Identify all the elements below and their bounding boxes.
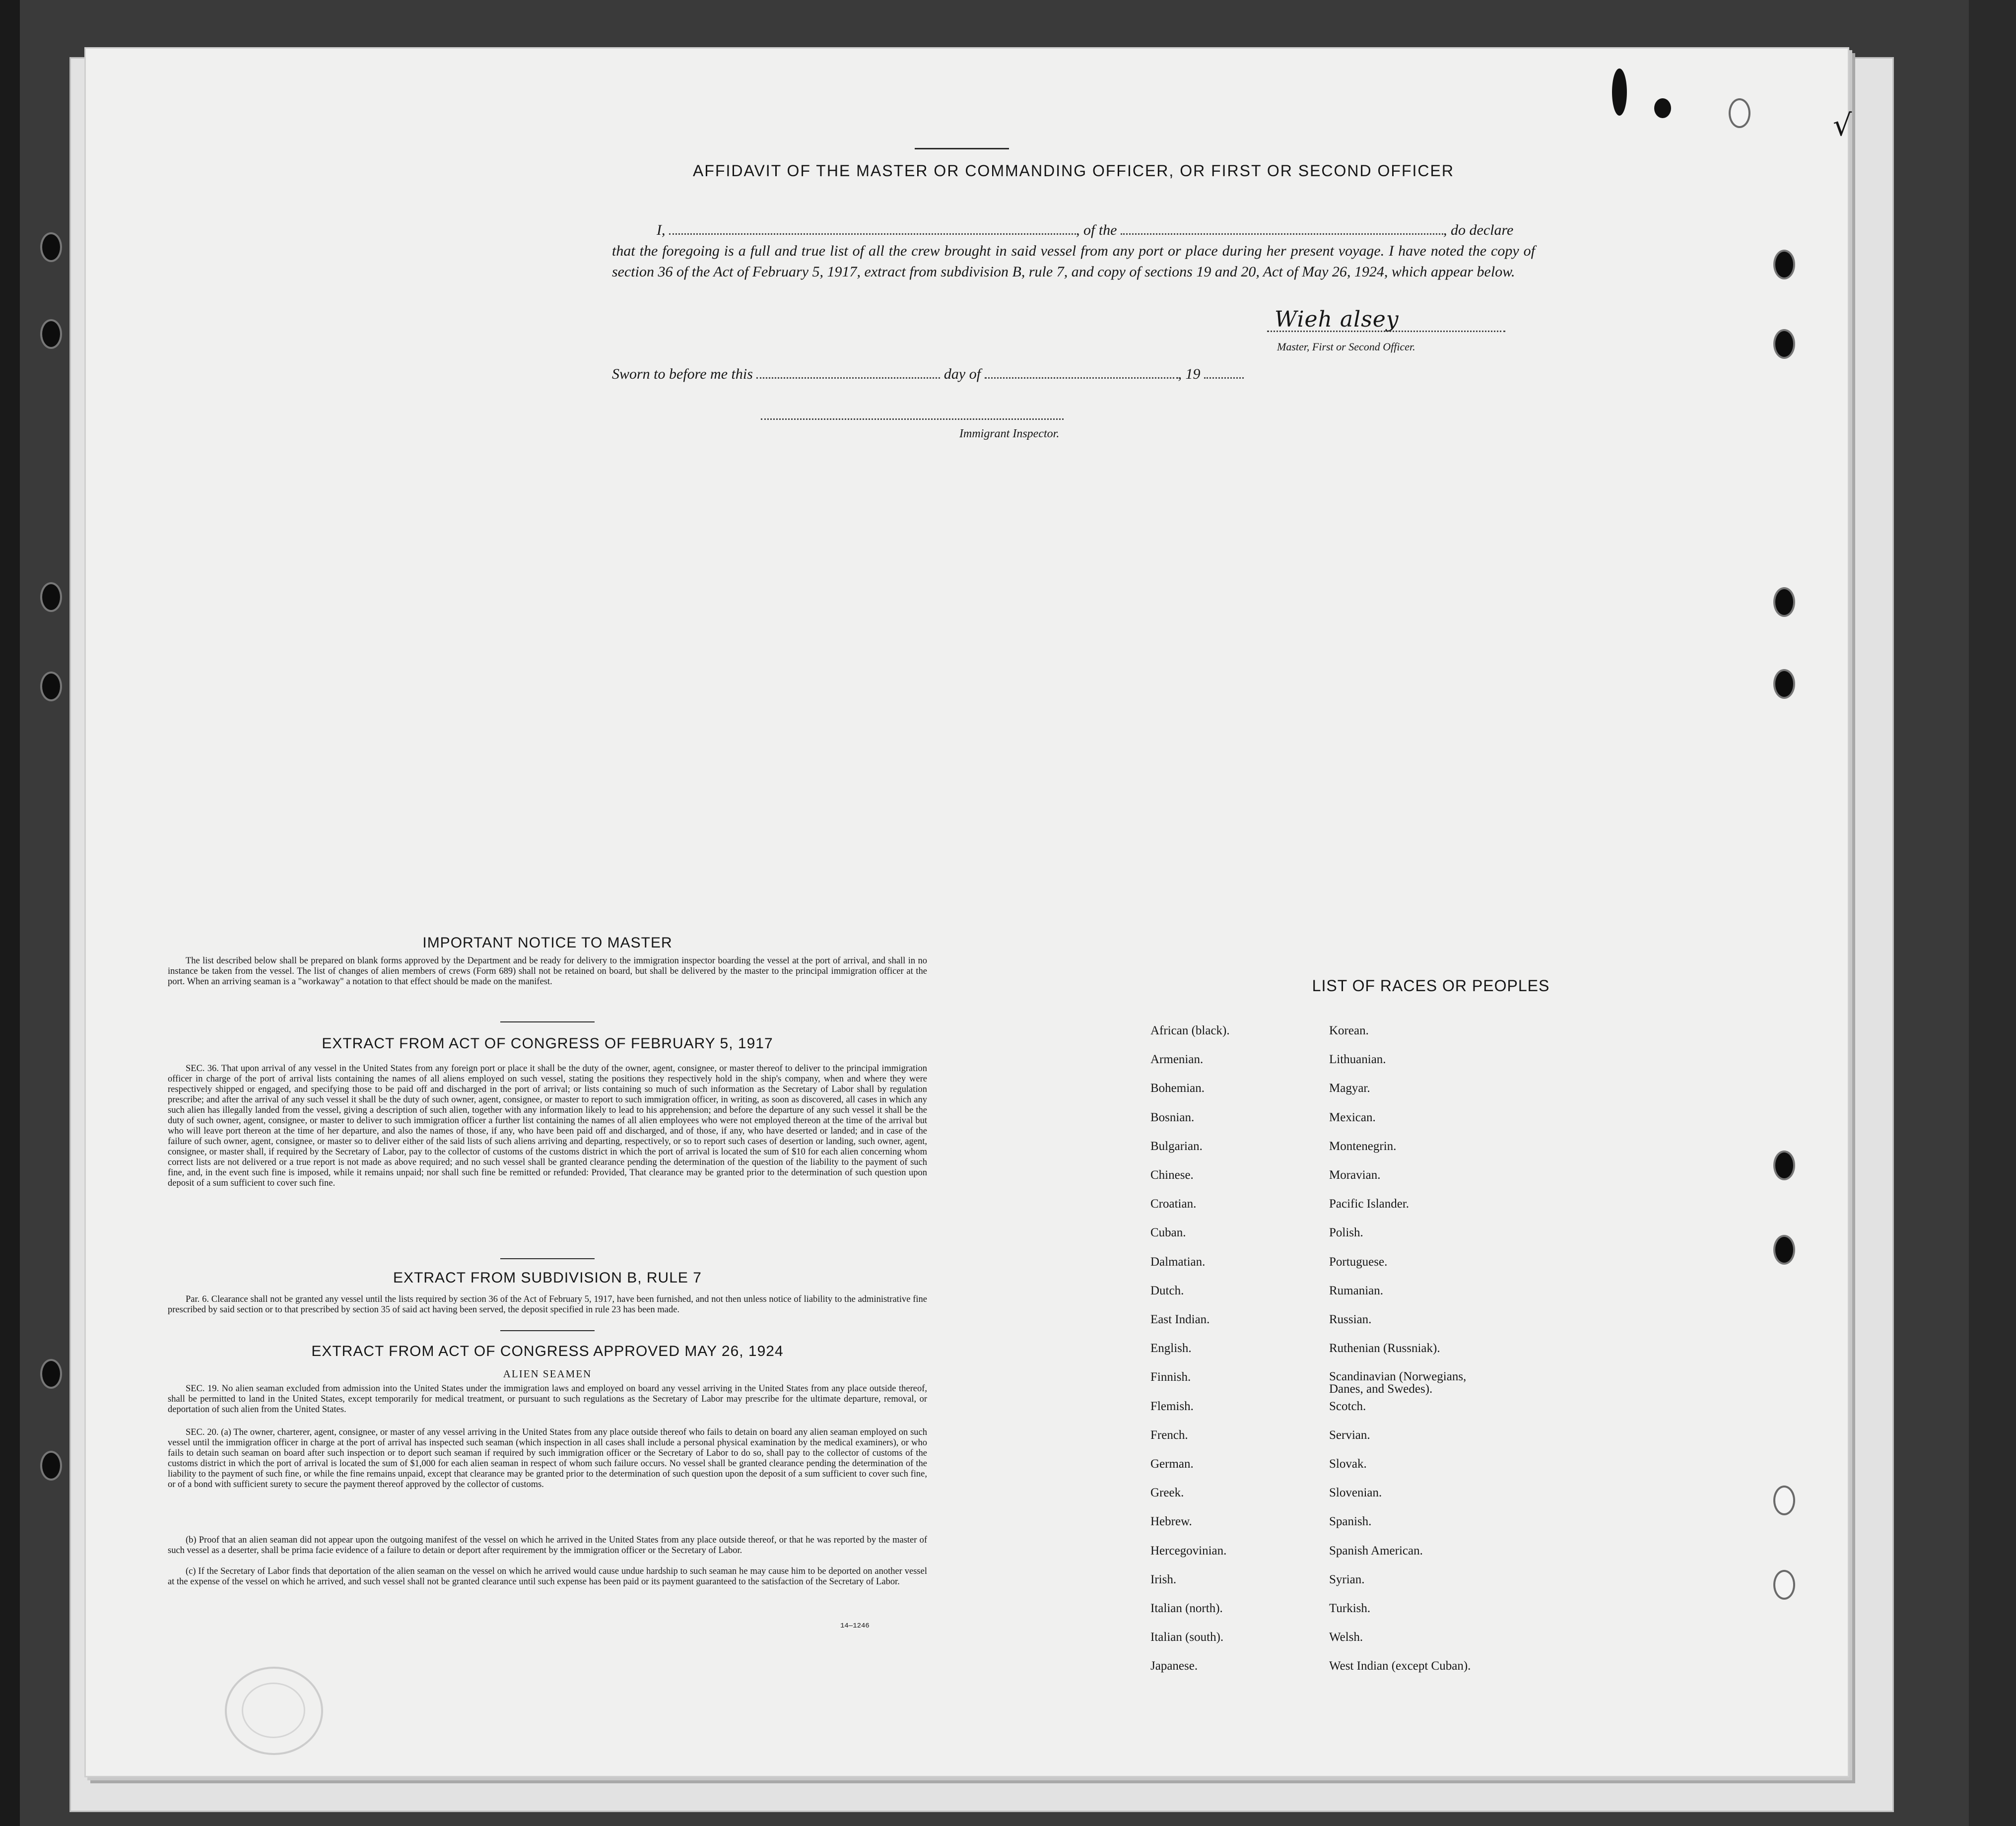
race-item: Italian (south). — [1150, 1630, 1224, 1644]
race-item: Japanese. — [1150, 1659, 1198, 1673]
section-rule — [500, 1021, 595, 1022]
race-item: Montenegrin. — [1329, 1139, 1397, 1153]
binder-hole — [40, 232, 62, 262]
sworn-year: , 19 — [1178, 366, 1201, 382]
race-item: African (black). — [1150, 1024, 1230, 1037]
race-item: Armenian. — [1150, 1053, 1204, 1067]
race-item: Korean. — [1329, 1024, 1369, 1037]
race-item: Bulgarian. — [1150, 1139, 1203, 1153]
race-item: Hebrew. — [1150, 1515, 1192, 1529]
race-item: Rumanian. — [1329, 1284, 1384, 1297]
month-blank — [985, 364, 1178, 379]
sworn-day-of: day of — [943, 366, 981, 382]
race-item: Lithuanian. — [1329, 1053, 1386, 1067]
alien-seamen-subheading: ALIEN SEAMEN — [503, 1368, 592, 1380]
race-item: Servian. — [1329, 1428, 1370, 1442]
race-item: Bohemian. — [1150, 1082, 1205, 1095]
title-rule — [915, 148, 1009, 149]
binder-hole — [1773, 1150, 1795, 1180]
race-item: Slovenian. — [1329, 1486, 1382, 1500]
race-item: Russian. — [1329, 1313, 1372, 1326]
sworn-line — [612, 364, 1244, 383]
binder-hole — [1773, 1235, 1795, 1265]
binder-hole — [40, 582, 62, 612]
race-item: Croatian. — [1150, 1197, 1197, 1211]
race-item: Turkish. — [1329, 1602, 1371, 1615]
form-number: 14—1246 — [840, 1622, 870, 1630]
race-item: Moravian. — [1329, 1168, 1381, 1182]
extract-1924-sec20b: (b) Proof that an alien seaman did not appear upon the outgoing manifest of the vessel on which he arrived in the United States from any place outside thereof, or that he was reported by the master of such vessel as a deserter, shall be prima facie evidence of a failure to detain or deport after requirement by the immigration officer or the Secretary of Labor. — [168, 1535, 927, 1555]
races-title: LIST OF RACES OR PEOPLES — [1312, 977, 1550, 995]
affidavit-title: AFFIDAVIT OF THE MASTER OR COMMANDING OFFICER, OR FIRST OR SECOND OFFICER — [693, 162, 1454, 180]
race-item: Dutch. — [1150, 1284, 1184, 1297]
race-item: East Indian. — [1150, 1313, 1210, 1326]
binder-hole — [40, 319, 62, 349]
section-rule — [500, 1330, 595, 1331]
notice-text: The list described below shall be prepared on blank forms approved by the Department and be ready for delivery to the immigration inspector boarding the vessel at the port of arrival, and shall in no instance be taken from the vessel. The list of changes of alien members of crews (Form 689) shall not be retained on board, but shall be delivered by the master to the principal immigration officer at the port. When an arriving seaman is a "workaway" a notation to that effect should be made on the manifest. — [168, 956, 927, 987]
race-item: Polish. — [1329, 1226, 1363, 1240]
race-item: Scandinavian (Norwegians, Danes, and Swedes). — [1329, 1370, 1467, 1396]
race-item: Finnish. — [1150, 1370, 1191, 1384]
race-item: Hercegovinian. — [1150, 1544, 1227, 1557]
scan-frame-right — [1969, 0, 2016, 1826]
affidavit-declare: , do declare — [1443, 222, 1514, 238]
binder-hole — [1773, 669, 1795, 699]
binder-hole — [1729, 98, 1750, 128]
race-item: Ruthenian (Russniak). — [1329, 1342, 1440, 1355]
race-item: Slovak. — [1329, 1457, 1367, 1471]
sworn-prefix: Sworn to before me this — [612, 366, 753, 382]
affidavit-text — [612, 220, 1535, 282]
race-item: Dalmatian. — [1150, 1255, 1206, 1269]
clip-mark — [1612, 68, 1627, 116]
race-item: Chinese. — [1150, 1168, 1194, 1182]
race-item: Cuban. — [1150, 1226, 1186, 1240]
check-mark: √ — [1833, 108, 1852, 143]
signature-line — [1267, 331, 1505, 332]
race-item: Pacific Islander. — [1329, 1197, 1410, 1211]
extract-1924-sec20a: SEC. 20. (a) The owner, charterer, agent, consignee, or master of any vessel arriving in the United States from any place outside thereof who fails to detain on board any alien seaman employed on such vessel until the immigration officer in charge at the port of arrival has inspected such seaman (which inspection in all cases shall include a personal physical examination by the medical examiners), or who fails to detain such seaman on board after such inspection or to deport such seaman if required by such immigration officer or the Secretary of Labor to do so, shall pay to the collector of customs of the customs district in which the port of arrival is located the sum of $1,000 for each alien seaman in respect of whom such failure occurs. No vessel shall be granted clearance pending the determination of the liability to the payment of such fine, or while the fine remains unpaid, except that clearance may be granted prior to the determination of such question upon the deposit of a sum sufficient to cover such fine, or of a bond with sufficient surety to secure the payment thereof approved by the collector of customs. — [168, 1427, 927, 1489]
extract-rule7-heading: EXTRACT FROM SUBDIVISION B, RULE 7 — [393, 1270, 702, 1286]
extract-1917-heading: EXTRACT FROM ACT OF CONGRESS OF FEBRUARY 5, 1917 — [322, 1035, 773, 1052]
race-item: Mexican. — [1329, 1110, 1376, 1124]
extract-1924-sec19: SEC. 19. No alien seaman excluded from admission into the United States under the immigration laws and employed on board any vessel arriving in the United States from any place outside thereof, shall be permitted to land in the United States, except temporarily for medical treatment, or pursuant to such regulations as the Secretary of Labor may prescribe for the ultimate departure, removal, or deportation of such alien from the United States. — [168, 1384, 927, 1415]
signature: Wieh alsey — [1275, 307, 1399, 332]
race-item: Flemish. — [1150, 1399, 1194, 1413]
inspector-line — [761, 418, 1064, 420]
notice-heading: IMPORTANT NOTICE TO MASTER — [422, 935, 672, 951]
race-item: West Indian (except Cuban). — [1329, 1659, 1471, 1673]
race-item: French. — [1150, 1428, 1188, 1442]
race-item: Portuguese. — [1329, 1255, 1388, 1269]
race-item: Bosnian. — [1150, 1110, 1195, 1124]
binder-hole — [40, 672, 62, 701]
document-page — [84, 47, 1852, 1777]
inspector-caption: Immigrant Inspector. — [959, 427, 1060, 440]
race-item: English. — [1150, 1342, 1192, 1355]
faded-seal-inner — [242, 1683, 305, 1738]
extract-rule7-text: Par. 6. Clearance shall not be granted any vessel until the lists required by section 36 of the Act of February 5, 1917, have been furnished, and not then unless notice of liability to the administrative fine prescribed by said section or to that prescribed by section 35 of said act having been served, the deposit specified in rule 23 has been made. — [168, 1294, 927, 1315]
race-item: Syrian. — [1329, 1572, 1365, 1586]
year-blank — [1204, 364, 1244, 379]
race-item: Greek. — [1150, 1486, 1184, 1500]
vessel-blank — [1121, 220, 1443, 235]
race-item: Spanish. — [1329, 1515, 1372, 1529]
clip-mark — [1654, 98, 1671, 118]
scan-frame-left — [0, 0, 20, 1826]
section-rule — [500, 1258, 595, 1259]
binder-hole — [1773, 250, 1795, 279]
race-item: Scotch. — [1329, 1399, 1366, 1413]
binder-hole — [1773, 1570, 1795, 1600]
extract-1917-text: SEC. 36. That upon arrival of any vessel in the United States from any foreign port or place it shall be the duty of the owner, agent, consignee, or master thereof to deliver to the principal immigration officer in charge of the port of arrival lists containing the names of all aliens employed on such vessel, stating the positions they respectively hold in the ship's company, when and where they were respectively shipped or engaged, and specifying those to be paid off and discharged in the port of arrival; or lists containing so much of such information as the Secretary of Labor shall by regulation prescribe; and after the arrival of any such vessel it shall be the duty of such owner, agent, consignee, or master to report to such immigration officer, in writing, as soon as discovered, all cases in which any such alien has illegally landed from the vessel, giving a description of such alien, together with any information likely to lead to his apprehension; and before the departure of any such vessel it shall be the duty of such owner, agent, consignee, or master to deliver to such immigration officer a further list containing the names of all alien employees who were not employed thereon at the time of the arrival but who will leave port thereon at the time of her departure, and also the names of those, if any, who have been paid off and discharged, and of those, if any, who have deserted or landed; and in case of the failure of such owner, agent, consignee, or master so to deliver either of the said lists of such aliens arriving and departing, respectively, or so to report such cases of desertion or landing, such owner, agent, consignee, or master shall, if required by the Secretary of Labor, pay to the collector of customs of the customs district in which the port of arrival is located the sum of $10 for each alien concerning whom correct lists are not delivered or a true report is not made as above required; and no such vessel shall be granted clearance pending the determination of the question of the liability to the payment of such fine, and, in the event such fine is imposed, while it remains unpaid; nor shall such fine be remitted or refunded: Provided, That clearance may be granted prior to the determination of such question upon deposit of a sum sufficient to cover such fine. — [168, 1064, 927, 1188]
signature-caption: Master, First or Second Officer. — [1277, 340, 1415, 353]
affidavit-body: that the foregoing is a full and true list of all the crew brought in said vessel from any port or place during her present voyage. I have noted the copy of section 36 of the Act of February 5, 1917, extract from subdivision B, rule 7, and copy of sections 19 and 20, Act of May 26, 1924, which appear below. — [612, 243, 1535, 280]
extract-1924-sec20c: (c) If the Secretary of Labor finds that deportation of the alien seaman on the vessel on which he arrived would cause undue hardship to such seaman he may cause him to be deported on another vessel at the expense of the vessel on which he arrived, and such vessel shall not be granted clearance until such expense has been paid or its payment guaranteed to the satisfaction of the Secretary of Labor. — [168, 1566, 927, 1587]
race-item: Welsh. — [1329, 1630, 1363, 1644]
extract-1924-heading: EXTRACT FROM ACT OF CONGRESS APPROVED MAY 26, 1924 — [311, 1343, 784, 1359]
day-blank — [756, 364, 940, 379]
name-blank — [669, 220, 1076, 235]
race-item: Irish. — [1150, 1572, 1177, 1586]
race-item: Magyar. — [1329, 1082, 1370, 1095]
race-item: Italian (north). — [1150, 1602, 1223, 1615]
race-item: Spanish American. — [1329, 1544, 1423, 1557]
race-item: German. — [1150, 1457, 1194, 1471]
binder-hole — [1773, 329, 1795, 359]
affidavit-i: I, — [657, 222, 666, 238]
affidavit-of-the: , of the — [1076, 222, 1117, 238]
faded-seal — [225, 1667, 323, 1755]
binder-hole — [1773, 587, 1795, 617]
binder-hole — [40, 1359, 62, 1389]
binder-hole — [1773, 1486, 1795, 1515]
binder-hole — [40, 1451, 62, 1481]
